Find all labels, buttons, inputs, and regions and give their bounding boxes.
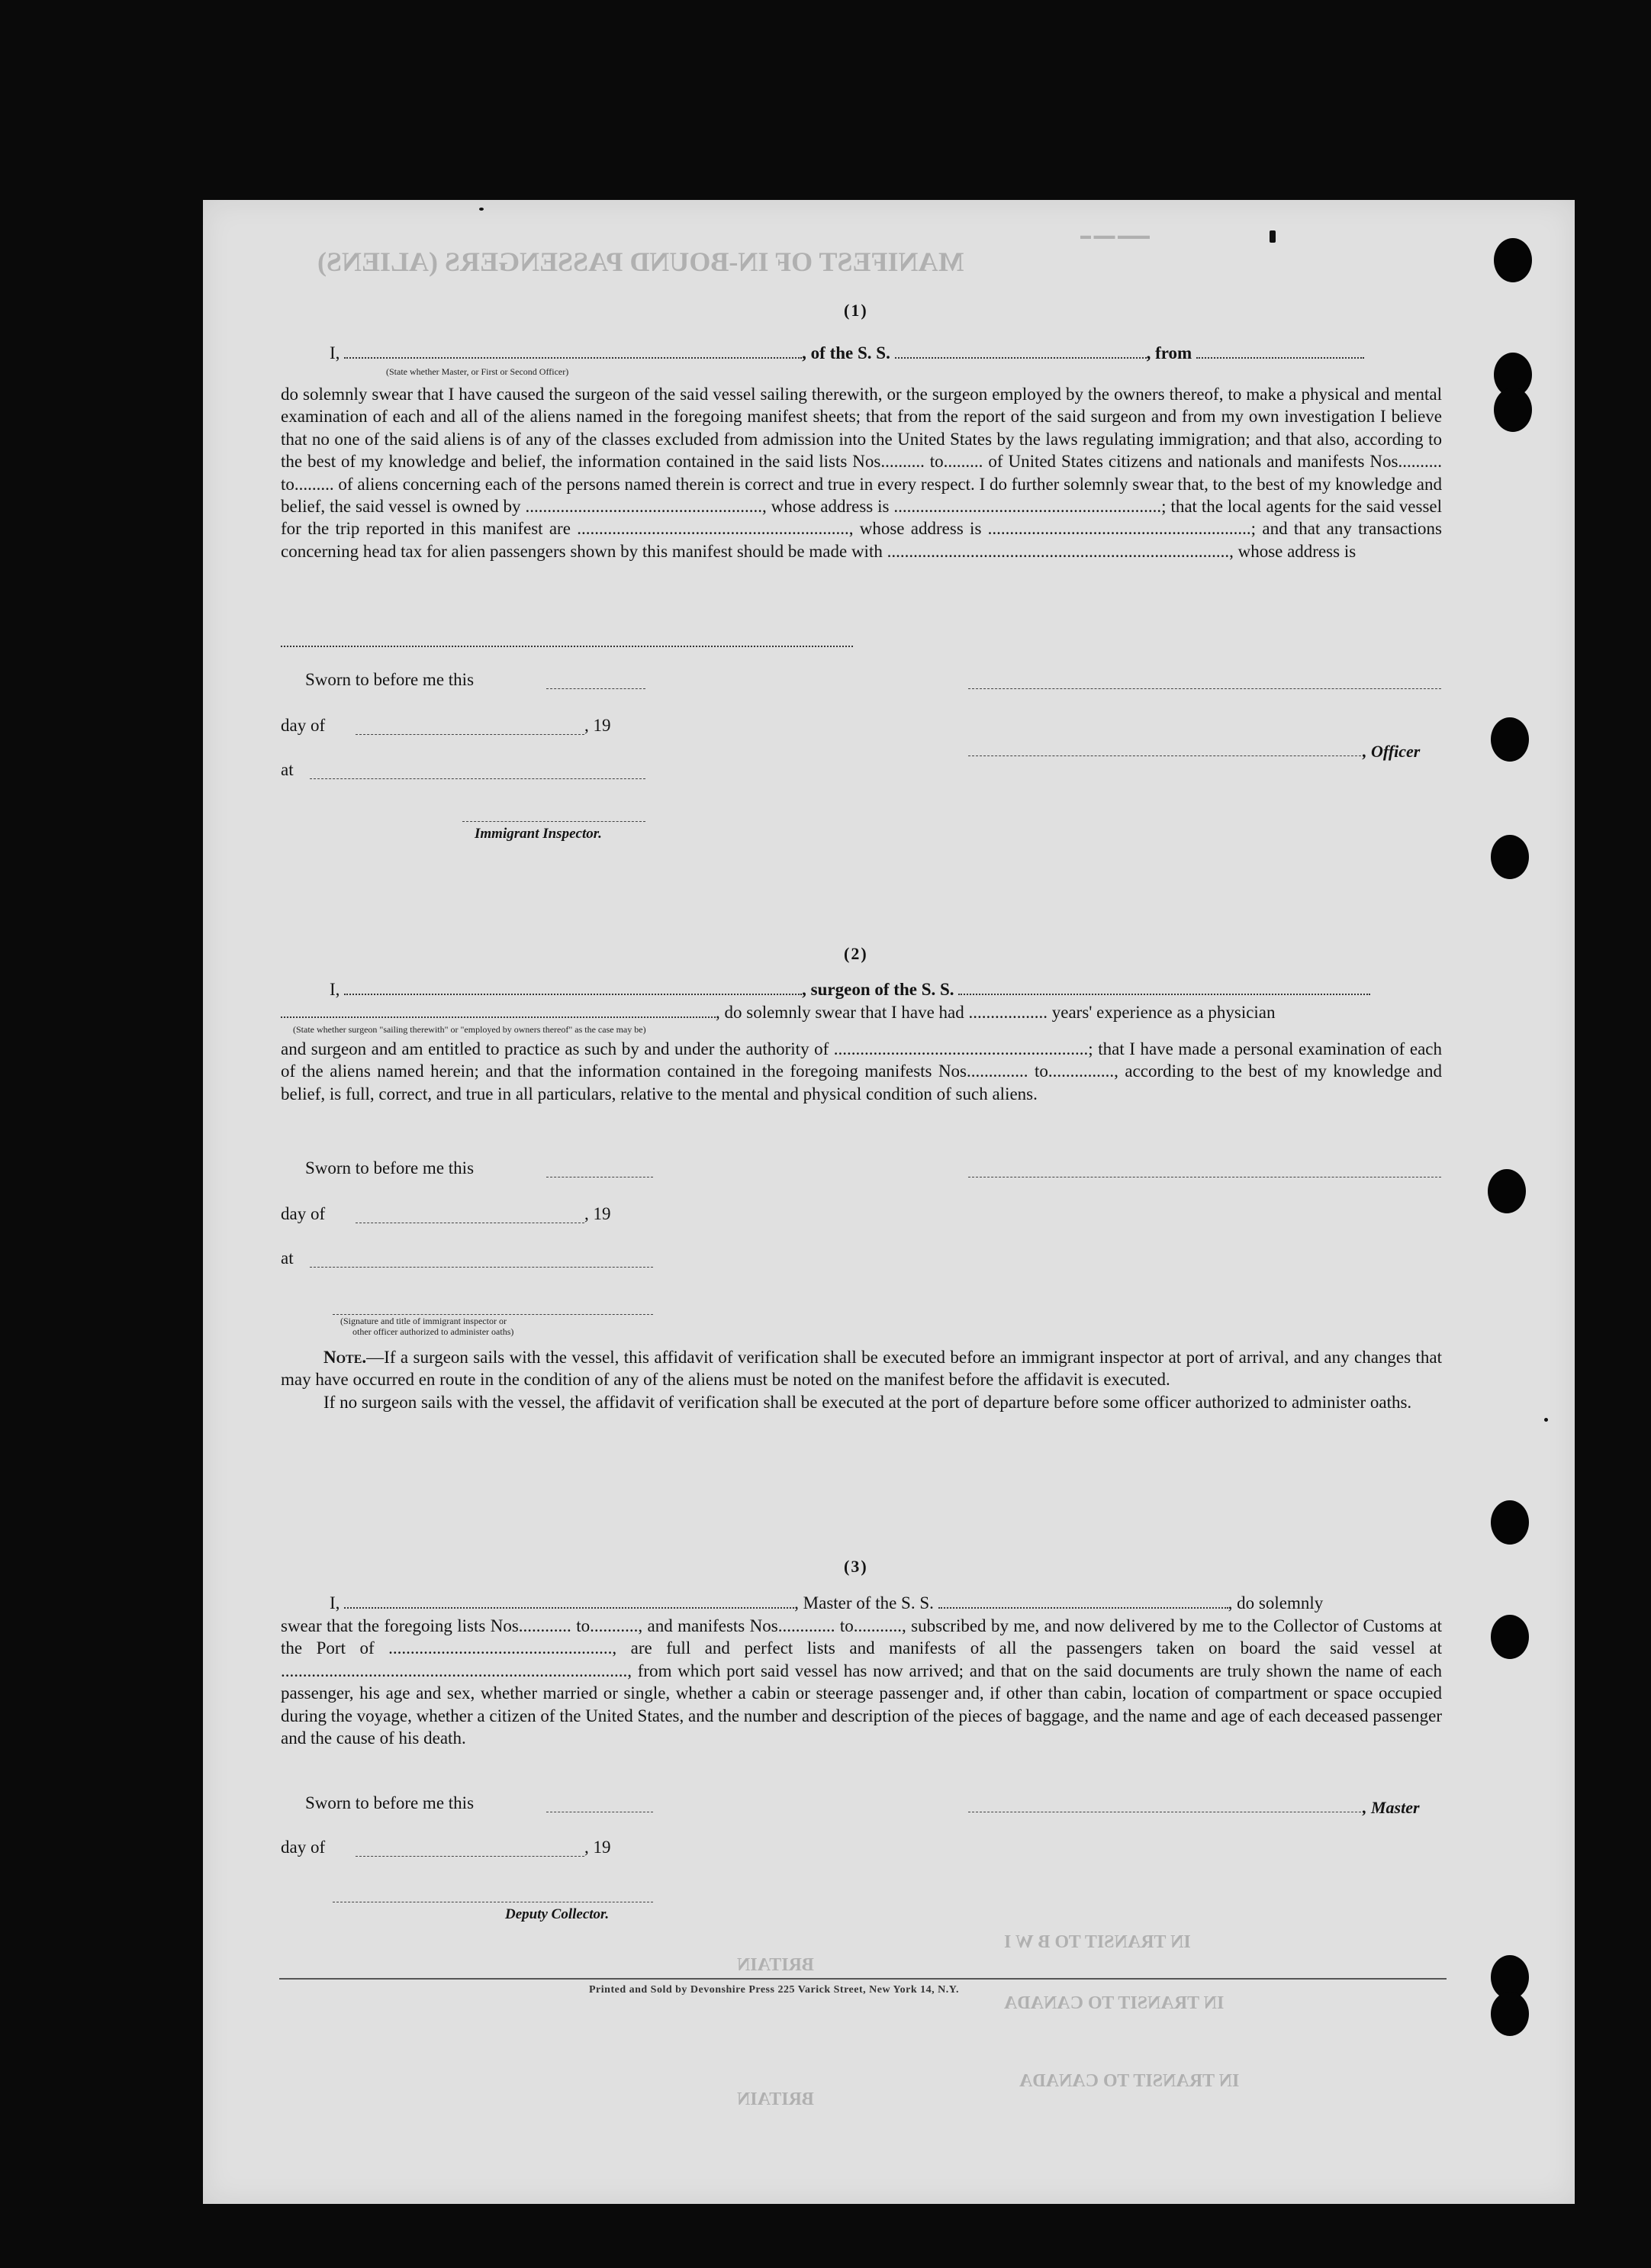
bleed-title: MANIFEST OF IN-BOUND PASSENGERS (ALIENS) [317,246,964,277]
bleed-header-right: ▬ ▬▬ ▬▬▬ [1080,230,1150,242]
sworn-label-3: Sworn to before me this [305,1793,475,1812]
bleed-stamp-4: BRITAIN [737,1955,814,1975]
punch-hole [1488,1169,1526,1213]
officer-note: (State whether Master, or First or Second Officer) [386,366,569,377]
officer-label: , Officer [1363,742,1421,761]
section-3-number: (3) [844,1557,868,1576]
bleed-stamp-3: IN TRANSIT TO CANADA [1019,2071,1240,2091]
i-label: I, [330,343,340,362]
surgeon-note: (State whether surgeon "sailing therewith" or "employed by owners thereof" as the case may be) [293,1024,646,1035]
section-2-number: (2) [844,944,868,963]
punch-hole [1491,1615,1529,1659]
section-2-text: and surgeon and am entitled to practice as such by and under the authority of ..........................................................; that I have made a personal examination of each of the aliens named herein; and that the information contained in the foregoing manifests Nos.............. to..............., according to the best of my knowledge and belief, is full, correct, and true in all particulars, relative to the mental and physical condition of such aliens. [281,1039,1442,1103]
note-text-1: —If a surgeon sails with the vessel, this affidavit of verification shall be executed before an immigrant inspector at port of arrival, and any changes that may have occurred en route in the condition of any of the aliens must be noted on the manifest before the affidavit is executed. [281,1348,1442,1390]
master-of-label: , Master of the S. S. [794,1593,934,1612]
officer-line [968,755,1365,756]
section-2-line-1 [330,978,1642,1001]
note-text-2: If no surgeon sails with the vessel, the affidavit of verification shall be executed at the port of departure before some officer authorized to administer oaths. [323,1392,1412,1412]
deputy-label: Deputy Collector. [505,1906,610,1922]
punch-hole [1491,1500,1529,1545]
at-line-1 [310,778,645,779]
printer-imprint: Printed and Sold by Devonshire Press 225 Varick Street, New York 14, N.Y. [589,1984,960,1996]
from-label: , from [1146,343,1192,362]
day-of-label-2: day of [281,1204,326,1223]
section-1-line-1 [330,342,1642,365]
section-3-text: swear that the foregoing lists Nos............ to..........., and manifests Nos............. to..........., subscribed by me, and now delivered by me to the Collector of Customs at the Port of ..................................................., are full and perfect lists and manifests of all the passengers taken on board the said vessel at ..............................................................................., from which port said vessel has now arrived; and that on the said documents are truly shown the name of each passenger, his age and sex, whether married or single, whether a cabin or steerage passenger and, if other than cabin, location of compartment or space occupied during the voyage, whether a citizen of the United States, and the number and description of the pieces of baggage, and the name and age of each deceased passenger and the cause of his death. [281,1616,1442,1748]
day-of-label-1: day of [281,716,326,735]
manifest-sheet [203,200,1575,2204]
section-1-paragraph [281,383,1442,562]
note-label: Note. [323,1348,367,1367]
year-label-1: , 19 [584,716,611,735]
of-ss-label: , of the S. S. [802,343,890,362]
footer-rule [279,1978,1447,1980]
punch-hole [1494,388,1532,432]
do-solemnly-label: , do solemnly [1228,1593,1324,1612]
punch-hole [1491,835,1529,879]
section-1-trailing-dots [281,630,853,653]
bleed-stamp-5: BRITAIN [737,2089,814,2109]
section-3-paragraph [281,1615,1442,1749]
day-line-3 [356,1856,584,1857]
section-3-line-1 [330,1592,1642,1615]
speck [479,208,484,211]
bleed-stamp-1: IN TRANSIT TO B W I [1004,1932,1191,1952]
punch-hole [1491,1992,1529,2036]
inspector-label-1: Immigrant Inspector. [475,826,602,842]
note-paragraph [281,1346,1442,1413]
at-line-2 [310,1267,653,1268]
day-of-label-3: day of [281,1838,326,1857]
at-label-2: at [281,1248,294,1268]
sworn-label-1: Sworn to before me this [305,670,475,689]
punch-hole [1494,238,1532,282]
at-label-1: at [281,760,294,779]
section-2-line-2 [281,1001,1276,1024]
day-line-1 [356,734,584,735]
i-label-2: I, [330,980,340,999]
surgeon-of-label: , surgeon of the S. S. [802,980,954,999]
sworn-line-1 [546,688,645,689]
signature-note-2b: other officer authorized to administer oaths) [352,1326,514,1337]
year-label-2: , 19 [584,1204,611,1223]
section-2-paragraph [281,1038,1442,1105]
year-label-3: , 19 [584,1838,611,1857]
master-label: , Master [1363,1798,1420,1817]
speck [1270,230,1276,243]
signature-line-2 [333,1314,653,1315]
sworn-label-2: Sworn to before me this [305,1158,475,1177]
officer-top-line [968,688,1441,689]
punch-hole [1491,717,1529,762]
speck [1544,1418,1548,1422]
section-1-number: (1) [844,301,868,320]
years-experience-text: , do solemnly swear that I have had .................. years' experience as a physician [716,1003,1276,1022]
bleed-stamp-2: IN TRANSIT TO CANADA [1004,1993,1225,2013]
inspector-line-1 [462,821,645,822]
i-label-3: I, [330,1593,340,1612]
signature-note-2a: (Signature and title of immigrant inspector or [340,1316,507,1326]
section-1-text: do solemnly swear that I have caused the surgeon of the said vessel sailing therewith, or the surgeon employed by the owners thereof, to make a physical and mental examination of each and all of the aliens named in the foregoing manifest sheets; that from the report of the said surgeon and from my own investigation I believe that no one of the said aliens is of any of the classes excluded from admission into the United States by the laws regulating immigration; and that also, according to the best of my knowledge and belief, the information contained in the said lists Nos.......... to......... of United States citizens and nationals and manifests Nos.......... to......... of aliens concerning each of the persons named therein is correct and true in every respect. I do further solemnly swear that, to the best of my knowledge and belief, the said vessel is owned by ......................................................, whose address is .............................................................; that the local agents for the said vessel for the trip reported in this manifest are .............................................................., whose address is ............................................................; and that any transactions concerning head tax for alien passengers shown by this manifest should be made with .............................................................................., whose address is [281,385,1442,561]
